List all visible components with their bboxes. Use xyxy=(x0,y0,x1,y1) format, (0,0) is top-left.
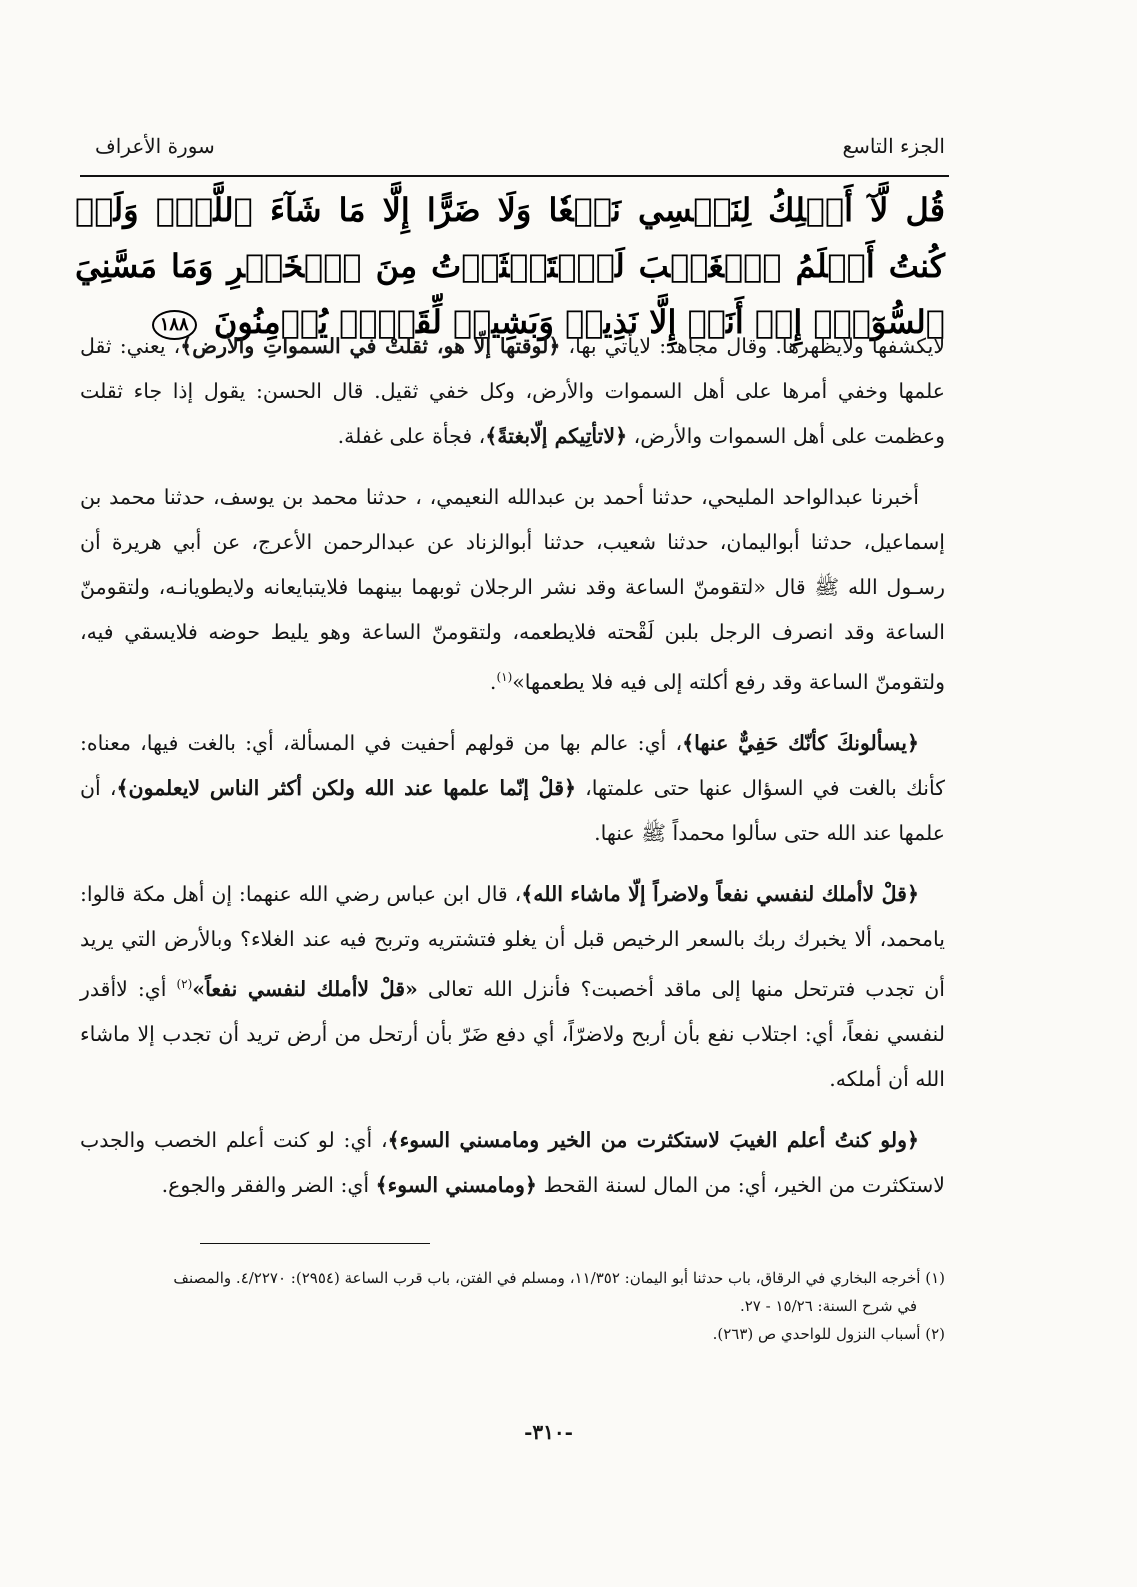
paragraph-1 xyxy=(80,324,945,459)
quote-span: «قلْ لاأملك لنفسي نفعاً» xyxy=(192,976,418,1001)
text-span: لايكشفها ولايظهرها. وقال مجاهد: لايأتي بها، xyxy=(560,334,946,358)
footnote-text: أخرجه البخاري في الرقاق، باب حدثنا أبو اليمان: ١١/٣٥٢، ومسلم في الفتن، باب قرب الساعة (٢٩٥٤): ٤/٢٢٧٠. والمصنف xyxy=(173,1269,921,1287)
text-span: . xyxy=(489,669,497,694)
quote-span: ﴿يسألونكَ كأنّك حَفِيٌّ عنها﴾ xyxy=(682,730,919,755)
paragraph-5 xyxy=(80,1118,945,1208)
surah-title: سورة الأعراف xyxy=(95,134,215,158)
footnote-2 xyxy=(80,1321,945,1347)
footnote-1 xyxy=(80,1265,945,1291)
commentary-body xyxy=(80,324,945,1224)
text-span: ، فجأة على غفلة. xyxy=(337,424,486,448)
text-span: ، أن علمها عند الله حتى سألوا محمداً ﷺ عنها. xyxy=(80,775,945,845)
footnote-number: (٢) xyxy=(925,1325,945,1343)
quote-span: ﴿قلْ إنّما علمها عند الله ولكن أكثر الناس لايعلمون﴾ xyxy=(116,775,577,800)
text-span: أي: الضر والفقر والجوع. xyxy=(161,1172,376,1197)
quote-span: ﴿ومامسني السوء﴾ xyxy=(375,1172,537,1197)
quote-span: ﴿لوقتها إلّا هو، ثقلتْ في السمواتِ والأرض﴾ xyxy=(180,334,561,358)
running-header xyxy=(95,126,945,166)
quote-span: ﴿قلْ لاأملك لنفسي نفعاً ولاضراً إلّا ماشاء الله﴾ xyxy=(521,881,919,906)
paragraph-3 xyxy=(80,721,945,856)
footnote-separator xyxy=(200,1243,430,1244)
footnote-1-continuation: في شرح السنة: ١٥/٢٦ - ٢٧. xyxy=(739,1297,917,1315)
text-span: ، قال ابن عباس رضي الله عنهما: إن أهل مكة قالوا: يامحمد، ألا يخبرك ربك بالسعر الرخيص قبل أن يغلو فتشتريه وتربح فيه عند الغلاء؟ وبالأرض التي يريد أن تجدب فترتحل منها إلى ماقد أخصبت؟ فأنزل الله تعالى xyxy=(80,881,945,1001)
quote-span: ﴿لاتأتِيكم إلّابغتةً﴾ xyxy=(485,424,628,448)
verse-text: قُل لَّآ أَمۡلِكُ لِنَفۡسِي نَفۡعٗا وَلَا ضَرًّا إِلَّا مَا شَآءَ ٱللَّهُۚ وَلَوۡ كُنتُ أَعۡلَمُ ٱلۡغَيۡبَ لَٱسۡتَكۡثَرۡتُ مِنَ ٱلۡخَيۡرِ وَمَا مَسَّنِيَ ٱلسُّوٓءُۚ إِنۡ أَنَا۠ إِلَّا نَذِيرٞ وَبَشِيرٞ لِّقَوۡمٖ يُؤۡمِنُونَ xyxy=(75,191,946,341)
paragraph-2 xyxy=(80,475,945,705)
text-span: ، أي: عالم بها من قولهم أحفيت في المسألة، أي: بالغت فيها، معناه: كأنك بالغت في السؤال عنها حتى علمتها، xyxy=(80,730,946,800)
footnote-number: (١) xyxy=(925,1269,945,1287)
text-span: أي: لاأقدر لنفسي نفعاً، أي: اجتلاب نفع بأن أربح ولاضرّاً، أي دفع ضَرّ بأن أرتحل من أرض تريد أن تجدب إلا ماشاء الله أن أملكه. xyxy=(80,976,945,1091)
paragraph-4 xyxy=(80,872,945,1102)
text-span: ، يعني: ثقل علمها وخفي أمرها على أهل السموات والأرض، وكل خفي ثقيل. قال الحسن: يقول إذا جاء ثقلت وعظمت على أهل السموات والأرض، xyxy=(80,334,945,448)
footnote-text: أسباب النزول للواحدي ص (٢٦٣). xyxy=(712,1325,921,1343)
verse-number-marker: ١٨٨ xyxy=(152,310,197,340)
footnotes xyxy=(80,1265,945,1349)
part-title: الجزء التاسع xyxy=(842,134,945,158)
page-number: -٣١٠- xyxy=(524,1420,573,1444)
quote-span: ﴿ولو كنتُ أعلم الغيبَ لاستكثرت من الخير ومامسني السوء﴾ xyxy=(387,1127,919,1152)
text-span: أخبرنا عبدالواحد المليحي، حدثنا أحمد بن عبدالله النعيمي، ، حدثنا محمد بن يوسف، حدثنا محمد بن إسماعيل، حدثنا أبواليمان، حدثنا شعيب، حدثنا أبوالزناد عن عبدالرحمن الأعرج، عن أبي هريرة أن رسـول الله ﷺ قال «لتقومنّ الساعة وقد نشر الرجلان ثوبهما بينهما فلايتبايعانه ولايطويانـه، ولتقومنّ الساعة وقد انصرف الرجل بلبن لَقْحته فلايطعمه، ولتقومنّ الساعة وهو يليط حوضه فلايسقي فيه، ولتقومنّ الساعة وقد رفع أكلته إلى فيه فلا يطعمها» xyxy=(80,485,945,694)
text-span: ، أي: لو كنت أعلم الخصب والجدب لاستكثرت من الخير، أي: من المال لسنة القحط xyxy=(80,1127,945,1197)
footnote-ref: (٢) xyxy=(176,976,193,991)
footnote-ref: (١) xyxy=(496,670,513,684)
header-rule xyxy=(80,175,949,177)
